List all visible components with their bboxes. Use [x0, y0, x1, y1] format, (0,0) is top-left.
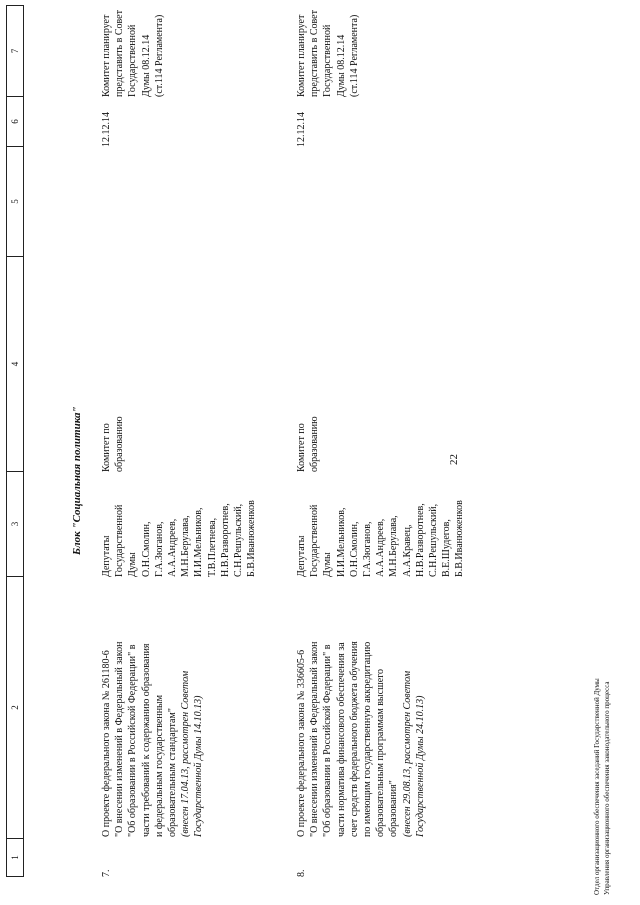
author-line: А.А.Андреев,	[167, 518, 179, 577]
author-line: И.И.Мельников,	[335, 507, 347, 577]
bill-authors	[100, 477, 258, 577]
author-line: С.Н.Решульский,	[233, 503, 245, 577]
author-line: Государственной	[114, 504, 126, 577]
description-line: счет средств федерального бюджета обучения	[348, 641, 360, 837]
description-line: части норматива финансового обеспечения за	[335, 642, 347, 837]
description-line: О проекте федерального закона № 261180-6	[101, 650, 112, 837]
row-number: 7.	[101, 869, 112, 877]
author-line: Думы	[127, 552, 139, 577]
description-line: О проекте федерального закона № 336605-6	[296, 649, 307, 837]
note-line: (внесен 17.04.13, рассмотрен Советом	[180, 670, 192, 837]
planned-date: 12.12.14	[101, 112, 112, 147]
description-line: образовательным программам высшего	[375, 668, 387, 837]
author-line: О.Н.Смолин,	[348, 521, 360, 577]
remark-line: (ст.114 Регламента)	[348, 14, 360, 97]
column-header-3: 3	[7, 471, 23, 576]
author-line: Н.В.Разворотнев,	[219, 503, 231, 577]
author-line: Депутаты	[296, 535, 307, 577]
column-header-7: 7	[10, 48, 20, 54]
description-line: и федеральным государственным	[153, 694, 165, 837]
block-title: Блок "Социальная политика"	[71, 406, 83, 555]
remark-line: Государственной	[322, 24, 334, 97]
remark	[100, 2, 166, 97]
author-line: И.И.Мельников,	[193, 507, 205, 577]
author-line: Государственной	[309, 504, 321, 577]
bill-description	[295, 582, 427, 837]
remark-line: Государственной	[127, 24, 139, 97]
author-line: Думы	[322, 552, 334, 577]
remark	[295, 2, 361, 97]
description-line: образовательным стандартам"	[167, 708, 179, 837]
author-line: Г.А.Зюганов,	[153, 521, 165, 577]
column-header-5: 5	[7, 146, 23, 256]
author-line: Депутаты	[101, 535, 112, 577]
column-header-1: 1	[7, 838, 23, 876]
author-line: Н.В.Разворотнев,	[414, 503, 426, 577]
author-line: Г.А.Зюганов,	[362, 521, 374, 577]
page-number: 22	[448, 454, 460, 465]
author-line: Б.В.Иванюженков	[246, 500, 258, 577]
column-header-2: 2	[7, 576, 23, 838]
bill-description	[100, 582, 206, 837]
note-line: (внесен 29.08.13, рассмотрен Советом	[401, 670, 413, 837]
description-line: "Об образовании в Российской Федерации" в	[322, 644, 334, 837]
footer-line-1: Отдел организационного обеспечения заседаний Государственной Думы	[593, 678, 601, 895]
author-line: О.Н.Смолин,	[140, 521, 152, 577]
description-line: "О внесении изменений в Федеральный закон	[114, 641, 126, 837]
footer	[592, 678, 612, 895]
table-row	[100, 5, 290, 877]
footer-line-2: Управления организационного обеспечения законодательного процесса	[603, 681, 611, 895]
author-line: С.Н.Решульский,	[428, 503, 440, 577]
committee-line: Комитет по	[101, 423, 112, 472]
committee-line: образованию	[309, 416, 321, 472]
author-line: М.Н.Берулава,	[180, 515, 192, 577]
remark-line: Думы 08.12.14	[335, 34, 347, 97]
author-line: А.А.Кравец,	[401, 524, 413, 577]
description-line: части требований к содержанию образования	[140, 643, 152, 837]
column-header-6: 6	[7, 96, 23, 146]
author-line: М.Н.Берулава,	[388, 515, 400, 577]
description-line: по имеющим государственную аккредитацию	[362, 641, 374, 837]
bill-authors	[295, 477, 467, 577]
table-row	[295, 5, 485, 877]
author-line: Б.В.Иванюженков	[454, 500, 466, 577]
note-line: Государственной Думы 14.10.13)	[193, 695, 205, 837]
author-line: Т.В.Плетнева,	[206, 517, 218, 577]
row-number: 8.	[296, 869, 307, 877]
committee-line: Комитет по	[296, 423, 307, 472]
planned-date: 12.12.14	[296, 112, 307, 147]
remark-line: (ст.114 Регламента)	[153, 14, 165, 97]
description-line: "Об образовании в Российской Федерации" в	[127, 644, 139, 837]
committee-line: образованию	[114, 416, 126, 472]
responsible-committee	[295, 377, 321, 472]
remark-line: Комитет планирует	[101, 14, 112, 97]
responsible-committee	[100, 377, 126, 472]
column-header-row	[6, 5, 24, 877]
column-header-4: 4	[7, 256, 23, 471]
description-line: "О внесении изменений в Федеральный закон	[309, 641, 321, 837]
remark-line: представить в Совет	[114, 10, 126, 97]
remark-line: представить в Совет	[309, 10, 321, 97]
author-line: В.Е.Шудегов,	[441, 519, 453, 577]
remark-line: Комитет планирует	[296, 14, 307, 97]
remark-line: Думы 08.12.14	[140, 34, 152, 97]
description-line: образования"	[388, 780, 400, 837]
note-line: Государственной Думы 24.10.13)	[414, 695, 426, 837]
author-line: А.А.Андреев,	[375, 518, 387, 577]
